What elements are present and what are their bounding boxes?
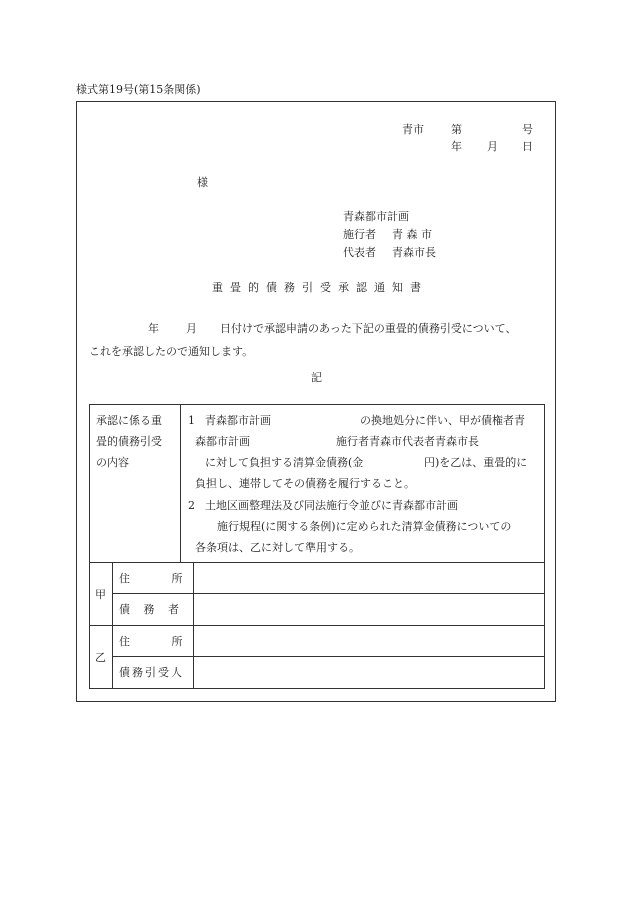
item1-text-c: 森都市計画 [195,435,250,448]
item1-text-d: 施行者青森市代表者青森市長 [336,435,479,448]
date-year: 年 [451,140,462,153]
doc-number-dai: 第 [451,123,462,136]
item1-text-a: 青森都市計画 [205,414,271,427]
otsu-assignee-value [194,657,544,688]
body-line2: これを承認したので通知します。 [89,345,254,358]
issuer-representative: 青森市長 [392,246,436,259]
form-number: 様式第19号(第15条関係) [76,83,201,96]
kou-debtor-value [194,594,544,624]
body-line1-rest: 日付けで承認申請のあった下記の重畳的債務引受について、 [220,322,517,335]
otsu-address-value [194,626,544,656]
kou-address-label: 住 所 [119,572,183,585]
party-otsu: 乙 [95,651,106,664]
document-title: 重畳的債務引受承認通知書 [212,281,428,294]
item1-num: 1 [188,414,195,427]
ki-marker: 記 [311,371,322,384]
row-label-line3: の内容 [96,456,129,469]
kou-debtor-label: 債 務 者 [119,603,179,616]
issuer-implementer: 青 森 市 [392,228,432,241]
party-kou: 甲 [95,588,106,601]
item1-text-f: 円)を乙は、重畳的に [424,456,528,469]
item1-text-g: 負担し、連帯してその債務を履行すること。 [195,477,415,490]
item2-text-c: 各条項は、乙に対して準用する。 [195,541,360,554]
item2-text-a: 土地区画整理法及び同法施行令並びに青森都市計画 [205,499,458,512]
doc-number-prefix: 青市 [402,123,424,136]
date-month: 月 [487,140,498,153]
addressee-suffix: 様 [197,176,208,189]
issuer-project: 青森都市計画 [343,210,409,223]
otsu-address-label: 住 所 [119,635,183,648]
kou-address-value [194,563,544,593]
issuer-implementer-label: 施行者 [343,228,376,241]
date-day: 日 [522,140,533,153]
row-label-line1: 承認に係る重 [96,414,162,427]
item1-text-e: に対して負担する清算金債務(金 [205,456,364,469]
doc-number-go: 号 [522,123,533,136]
body-year: 年 [148,322,159,335]
item1-text-b: の換地処分に伴い、甲が債権者青 [360,414,525,427]
issuer-representative-label: 代表者 [343,246,376,259]
row-label-line2: 畳的債務引受 [96,435,162,448]
item2-num: 2 [188,499,195,512]
body-month: 月 [186,322,197,335]
otsu-assignee-label: 債務引受人 [119,666,184,679]
item2-text-b: 施行規程(に関する条例)に定められた清算金債務についての [217,520,512,533]
